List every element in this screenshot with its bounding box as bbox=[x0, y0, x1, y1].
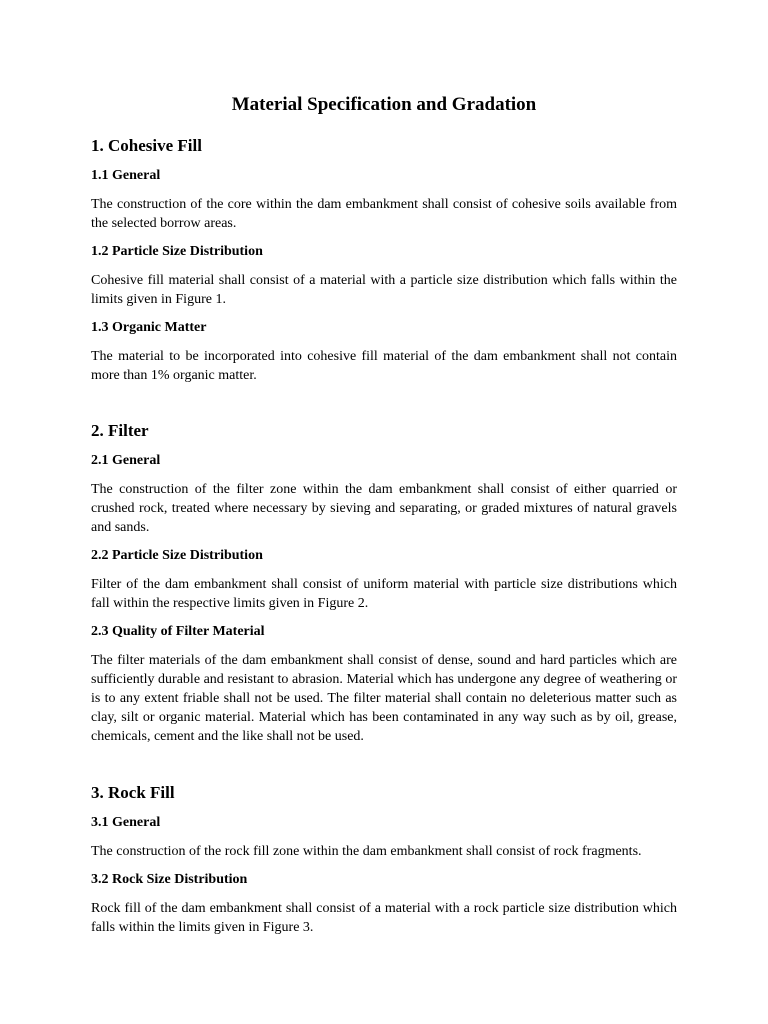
paragraph-2-2: Filter of the dam embankment shall consist of uniform material with particle size distributions which fall within the respective limits given in Figure 2. bbox=[91, 577, 677, 611]
subsection-heading-1-3: 1.3 Organic Matter bbox=[91, 320, 207, 335]
paragraph-1-1: The construction of the core within the dam embankment shall consist of cohesive soils available from the selected borrow areas. bbox=[91, 197, 677, 231]
paragraph-3-2: Rock fill of the dam embankment shall consist of a material with a rock particle size distribution which falls within the limits given in Figure 3. bbox=[91, 901, 677, 935]
paragraph-2-1: The construction of the filter zone within the dam embankment shall consist of either quarried or crushed rock, treated where necessary by sieving and separating, or graded mixtures of natural gravels and sands. bbox=[91, 482, 677, 535]
subsection-heading-3-1: 3.1 General bbox=[91, 815, 161, 830]
paragraph-3-1: The construction of the rock fill zone within the dam embankment shall consist of rock fragments. bbox=[91, 844, 642, 859]
section-heading-cohesive-fill: 1. Cohesive Fill bbox=[91, 136, 202, 155]
subsection-heading-2-2: 2.2 Particle Size Distribution bbox=[91, 548, 263, 563]
subsection-heading-2-3: 2.3 Quality of Filter Material bbox=[91, 624, 265, 639]
section-heading-filter: 2. Filter bbox=[91, 421, 149, 440]
paragraph-2-3: The filter materials of the dam embankment shall consist of dense, sound and hard particles which are sufficiently durable and resistant to abrasion. Material which has undergone any degree of weathering or is to any extent friable shall not be used. The filter material shall contain no deleterious matter such as clay, silt or organic material. Material which has been contaminated in any way such as by oil, grease, chemicals, cement and the like shall not be used. bbox=[91, 653, 677, 744]
subsection-heading-1-2: 1.2 Particle Size Distribution bbox=[91, 244, 263, 259]
document-title: Material Specification and Gradation bbox=[231, 94, 537, 115]
subsection-heading-1-1: 1.1 General bbox=[91, 168, 161, 183]
document-page bbox=[91, 94, 677, 937]
paragraph-1-2: Cohesive fill material shall consist of a material with a particle size distribution which falls within the limits given in Figure 1. bbox=[91, 273, 677, 307]
subsection-heading-2-1: 2.1 General bbox=[91, 453, 161, 468]
paragraph-1-3: The material to be incorporated into cohesive fill material of the dam embankment shall not contain more than 1% organic matter. bbox=[91, 349, 677, 383]
section-heading-rock-fill: 3. Rock Fill bbox=[91, 783, 175, 802]
subsection-heading-3-2: 3.2 Rock Size Distribution bbox=[91, 872, 248, 887]
